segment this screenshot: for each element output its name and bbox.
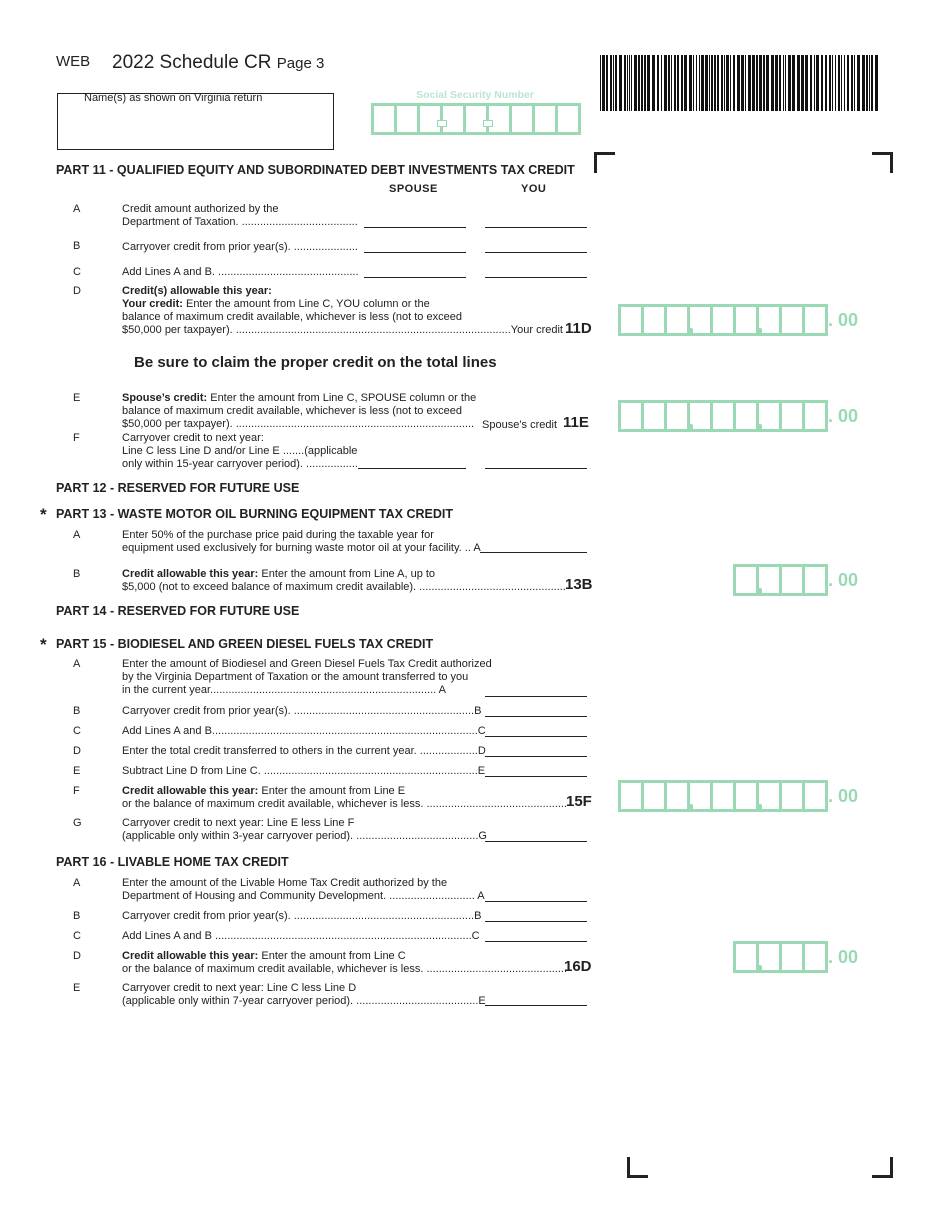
barcode-bar	[763, 55, 765, 111]
amount-digit[interactable]	[782, 307, 805, 333]
amount-digit[interactable]	[759, 567, 782, 593]
line-11b-spouse-field[interactable]	[364, 252, 466, 253]
line-text: Enter the amount of the Livable Home Tax Credit authorized by the	[122, 877, 448, 889]
barcode-bar	[627, 55, 628, 111]
barcode-bar	[730, 55, 731, 111]
line-bold-text: Credit allowable this year:	[122, 785, 259, 797]
line-letter: D	[73, 745, 81, 757]
line-text: Department of Taxation. ......................................	[122, 216, 358, 228]
line-letter: C	[73, 266, 81, 278]
line-15b-label: Carryover credit from prior year(s). ...........................................................B	[122, 705, 482, 717]
amount-digit[interactable]	[736, 307, 759, 333]
barcode-bar	[709, 55, 710, 111]
amount-digit[interactable]	[713, 783, 736, 809]
barcode-bar	[644, 55, 646, 111]
barcode-bar	[668, 55, 670, 111]
line-text: equipment used exclusively for burning waste motor oil at your facility. .. A	[122, 542, 481, 554]
line-15e-label: Subtract Line D from Line C. ......................................................................E	[122, 765, 486, 777]
barcode-bar	[792, 55, 795, 111]
line-text: Credit amount authorized by the	[122, 203, 279, 215]
barcode-bar	[775, 55, 778, 111]
barcode-bar	[664, 55, 667, 111]
ssn-digit[interactable]	[466, 106, 489, 132]
ssn-digit[interactable]	[535, 106, 558, 132]
barcode-bar	[629, 55, 630, 111]
line-text: $5,000 (not to exceed balance of maximum credit available). ................................................	[122, 581, 566, 593]
line-15d-field[interactable]	[485, 756, 587, 757]
line-text	[122, 392, 476, 405]
line-11b-label: Carryover credit from prior year(s). .....................	[122, 241, 358, 253]
column-header-spouse: SPOUSE	[389, 183, 438, 195]
amount-digit[interactable]	[782, 783, 805, 809]
barcode-bar	[857, 55, 860, 111]
registration-mark	[594, 152, 615, 173]
line-letter: B	[73, 240, 81, 252]
amount-digit[interactable]	[667, 783, 690, 809]
barcode-bar	[638, 55, 640, 111]
line-text	[122, 568, 566, 581]
barcode-bar	[785, 55, 786, 111]
barcode-bar	[805, 55, 808, 111]
line-11a-spouse-field[interactable]	[364, 227, 466, 228]
line-16a-field[interactable]	[485, 901, 587, 902]
barcode-bar	[610, 55, 612, 111]
line-11f-spouse-field[interactable]	[358, 468, 466, 469]
barcode-bar	[838, 55, 840, 111]
line-text	[122, 950, 567, 963]
line-text-part: Enter the amount from Line C	[258, 950, 406, 962]
amount-digit[interactable]	[713, 307, 736, 333]
line-16d-label	[122, 950, 567, 976]
barcode-bar	[771, 55, 774, 111]
line-letter: D	[73, 285, 81, 297]
barcode-bar	[745, 55, 746, 111]
barcode-bar	[693, 55, 694, 111]
barcode-bar	[862, 55, 865, 111]
line-heading: Credit(s) allowable this year:	[122, 285, 272, 297]
ssn-digit[interactable]	[558, 106, 578, 132]
part-15-title: PART 15 - BIODIESEL AND GREEN DIESEL FUELS TAX CREDIT	[56, 637, 434, 651]
line-text	[122, 298, 563, 311]
name-field-label: Name(s) as shown on Virginia return	[84, 92, 263, 104]
amount-digit[interactable]	[690, 307, 713, 333]
barcode-bar	[825, 55, 827, 111]
barcode-bar	[634, 55, 637, 111]
line-15g-label	[122, 817, 487, 843]
ssn-label: Social Security Number	[416, 89, 534, 101]
line-bold-text: Your credit:	[122, 298, 183, 310]
barcode-bar	[619, 55, 622, 111]
line-15d-label: Enter the total credit transferred to others in the current year. ...................D	[122, 745, 486, 757]
line-number-11d: 11D	[565, 320, 592, 337]
barcode-bar	[821, 55, 823, 111]
amount-digit[interactable]	[667, 307, 690, 333]
line-text: (applicable only within 3-year carryover period). ........................................G	[122, 830, 487, 842]
barcode-bar	[741, 55, 744, 111]
line-text: Department of Housing and Community Development. ............................ A	[122, 890, 485, 902]
barcode-bar	[696, 55, 697, 111]
line-text: Carryover credit to next year: Line C less Line D	[122, 982, 357, 994]
barcode-bar	[737, 55, 740, 111]
barcode-bar	[835, 55, 836, 111]
amount-input-11e[interactable]	[618, 400, 828, 432]
line-16e-label	[122, 982, 486, 1008]
barcode-bar	[689, 55, 692, 111]
barcode-bar	[717, 55, 719, 111]
amount-input-11d[interactable]	[618, 304, 828, 336]
barcode-bar	[851, 55, 853, 111]
amount-digit[interactable]	[644, 403, 667, 429]
line-11c-you-field[interactable]	[485, 277, 587, 278]
barcode-bar	[779, 55, 781, 111]
cents-label: . 00	[828, 310, 859, 330]
line-letter: C	[73, 725, 81, 737]
barcode-bar	[797, 55, 800, 111]
amount-digit[interactable]	[621, 783, 644, 809]
line-11a-label	[122, 203, 358, 229]
barcode-bar	[602, 55, 605, 111]
amount-digit[interactable]	[621, 307, 644, 333]
line-number-13b: 13B	[565, 576, 593, 593]
amount-digit[interactable]	[759, 944, 782, 970]
amount-digit[interactable]	[644, 783, 667, 809]
line-text: Enter the amount of Biodiesel and Green Diesel Fuels Tax Credit authorized	[122, 658, 492, 670]
registration-mark	[872, 1157, 893, 1178]
amount-digit[interactable]	[782, 944, 805, 970]
line-16a-label	[122, 877, 485, 903]
form-code: WEB	[56, 53, 91, 70]
amount-digit[interactable]	[805, 567, 825, 593]
amount-digit[interactable]	[690, 783, 713, 809]
line-11c-label: Add Lines A and B. ..............................................	[122, 266, 359, 278]
line-letter: A	[73, 529, 81, 541]
amount-digit[interactable]	[805, 944, 825, 970]
barcode-bar	[875, 55, 878, 111]
barcode-bar	[810, 55, 812, 111]
cents-label: . 00	[828, 947, 859, 967]
line-letter: G	[73, 817, 82, 829]
barcode-bar	[871, 55, 873, 111]
line-15g-field[interactable]	[485, 841, 587, 842]
barcode-bar	[844, 55, 845, 111]
line-13a-label	[122, 529, 481, 555]
cents-label: . 00	[828, 786, 859, 806]
barcode-bar	[711, 55, 713, 111]
part-11-title: PART 11 - QUALIFIED EQUITY AND SUBORDINATED DEBT INVESTMENTS TAX CREDIT	[56, 163, 575, 177]
ssn-digit[interactable]	[489, 106, 512, 132]
amount-digit[interactable]	[644, 307, 667, 333]
line-11b-you-field[interactable]	[485, 252, 587, 253]
part-14-title: PART 14 - RESERVED FOR FUTURE USE	[56, 604, 300, 618]
line-letter: A	[73, 877, 81, 889]
line-16b-label: Carryover credit from prior year(s). ...........................................................B	[122, 910, 482, 922]
amount-digit[interactable]	[736, 783, 759, 809]
barcode-bar	[613, 55, 614, 111]
line-number-16d: 16D	[564, 958, 592, 975]
barcode-bar	[681, 55, 683, 111]
amount-input-13b[interactable]	[733, 564, 828, 596]
line-letter: E	[73, 982, 81, 994]
line-text: in the current year.......................................................................... A	[122, 684, 446, 696]
cents-label: . 00	[828, 406, 859, 426]
line-16c-field[interactable]	[485, 941, 587, 942]
barcode-bar	[766, 55, 769, 111]
column-header-you: YOU	[521, 183, 547, 195]
barcode-bar	[847, 55, 849, 111]
amount-digit[interactable]	[621, 403, 644, 429]
line-15e-field[interactable]	[485, 776, 587, 777]
barcode-bar	[748, 55, 751, 111]
line-text: $50,000 per taxpayer). ..............................................................................	[122, 418, 475, 430]
line-text: by the Virginia Department of Taxation or the amount transferred to you	[122, 671, 469, 683]
barcode-bar	[801, 55, 804, 111]
barcode-bar	[677, 55, 679, 111]
line-bold-text: Credit allowable this year:	[122, 950, 259, 962]
barcode-bar	[641, 55, 643, 111]
line-text: or the balance of maximum credit available, whichever is less. ..............................................	[122, 963, 568, 975]
spouse-credit-label: Spouse’s credit	[482, 419, 558, 431]
line-11c-spouse-field[interactable]	[364, 277, 466, 278]
line-letter: A	[73, 203, 81, 215]
barcode-bar	[814, 55, 815, 111]
barcode-bar	[606, 55, 608, 111]
ssn-digit[interactable]	[512, 106, 535, 132]
instruction-note: Be sure to claim the proper credit on the total lines	[134, 354, 497, 371]
line-13b-label	[122, 568, 566, 594]
page-number: Page 3	[276, 55, 325, 72]
line-15b-field[interactable]	[485, 716, 587, 717]
amount-digit[interactable]	[805, 307, 825, 333]
schedule-title: 2022 Schedule CR	[112, 52, 272, 73]
barcode-bar	[721, 55, 723, 111]
barcode-bar	[615, 55, 617, 111]
registration-mark	[627, 1157, 648, 1178]
barcode-bar	[699, 55, 700, 111]
line-16e-field[interactable]	[485, 1005, 587, 1006]
barcode-bar	[783, 55, 784, 111]
page-title	[112, 52, 324, 74]
asterisk-marker: *	[40, 635, 47, 654]
line-15f-label	[122, 785, 567, 811]
amount-digit[interactable]	[782, 403, 805, 429]
line-letter: B	[73, 705, 81, 717]
line-letter: E	[73, 392, 81, 404]
barcode-bar	[631, 55, 632, 111]
amount-digit[interactable]	[805, 403, 825, 429]
line-text: Carryover credit to next year:	[122, 432, 264, 444]
line-letter: B	[73, 910, 81, 922]
barcode-bar	[726, 55, 729, 111]
barcode-bar	[705, 55, 708, 111]
amount-input-16d[interactable]	[733, 941, 828, 973]
barcode-bar	[684, 55, 687, 111]
barcode-bar	[624, 55, 626, 111]
line-number-15f: 15F	[566, 793, 592, 810]
line-15a-label	[122, 658, 492, 697]
amount-digit[interactable]	[667, 403, 690, 429]
line-text: Enter 50% of the purchase price paid during the taxable year for	[122, 529, 434, 541]
line-text: $50,000 per taxpayer). ..........................................................................................Your credit	[122, 324, 563, 336]
amount-digit[interactable]	[759, 403, 782, 429]
line-text: Carryover credit to next year: Line E less Line F	[122, 817, 355, 829]
barcode-bar	[647, 55, 650, 111]
line-11e-label	[122, 392, 476, 431]
line-letter: B	[73, 568, 81, 580]
line-15a-field[interactable]	[485, 696, 587, 697]
ssn-digit[interactable]	[374, 106, 397, 132]
barcode-bar	[657, 55, 659, 111]
line-11f-you-field[interactable]	[485, 468, 587, 469]
barcode-bar	[724, 55, 725, 111]
barcode-bar	[829, 55, 831, 111]
barcode-image	[600, 55, 882, 111]
line-11a-you-field[interactable]	[485, 227, 587, 228]
line-number-11e: 11E	[563, 414, 589, 431]
line-16b-field[interactable]	[485, 921, 587, 922]
barcode-bar	[756, 55, 758, 111]
barcode-bar	[714, 55, 716, 111]
amount-digit[interactable]	[759, 783, 782, 809]
line-11d-label	[122, 285, 563, 337]
cents-label: . 00	[828, 570, 859, 590]
barcode-bar	[652, 55, 655, 111]
barcode-bar	[701, 55, 704, 111]
line-15c-field[interactable]	[485, 736, 587, 737]
part-16-title: PART 16 - LIVABLE HOME TAX CREDIT	[56, 855, 289, 869]
barcode-bar	[854, 55, 855, 111]
barcode-bar	[661, 55, 662, 111]
part-13-title: PART 13 - WASTE MOTOR OIL BURNING EQUIPMENT TAX CREDIT	[56, 507, 454, 521]
amount-input-15f[interactable]	[618, 780, 828, 812]
line-text-part: Enter the amount from Line A, up to	[258, 568, 436, 580]
amount-digit[interactable]	[713, 403, 736, 429]
ssn-digit[interactable]	[397, 106, 420, 132]
line-letter: E	[73, 765, 81, 777]
part-12-title: PART 12 - RESERVED FOR FUTURE USE	[56, 481, 300, 495]
barcode-bar	[841, 55, 842, 111]
line-bold-text: Credit allowable this year:	[122, 568, 259, 580]
line-text: Line C less Line D and/or Line E .......(applicable	[122, 445, 358, 457]
line-text-part: Enter the amount from Line C, YOU column or the	[182, 298, 430, 310]
ssn-digit[interactable]	[443, 106, 466, 132]
amount-digit[interactable]	[782, 567, 805, 593]
registration-mark	[872, 152, 893, 173]
line-letter: A	[73, 658, 81, 670]
line-letter: D	[73, 950, 81, 962]
line-13a-field[interactable]	[480, 552, 587, 553]
line-11f-label	[122, 432, 358, 471]
line-text-part: Enter the amount from Line E	[258, 785, 406, 797]
line-text: only within 15-year carryover period). .................	[122, 458, 358, 470]
line-text: balance of maximum credit available, whichever is less (not to exceed	[122, 311, 462, 323]
line-text: (applicable only within 7-year carryover period). ........................................E	[122, 995, 486, 1007]
line-text-part: Enter the amount from Line C, SPOUSE column or the	[207, 392, 477, 404]
amount-digit[interactable]	[736, 944, 759, 970]
barcode-bar	[733, 55, 735, 111]
barcode-bar	[788, 55, 791, 111]
barcode-bar	[674, 55, 676, 111]
line-16c-label: Add Lines A and B ....................................................................................C	[122, 930, 480, 942]
barcode-bar	[866, 55, 868, 111]
line-letter: F	[73, 432, 80, 444]
amount-digit[interactable]	[690, 403, 713, 429]
asterisk-marker: *	[40, 505, 47, 524]
amount-digit[interactable]	[736, 567, 759, 593]
amount-digit[interactable]	[805, 783, 825, 809]
line-text: balance of maximum credit available, whichever is less (not to exceed	[122, 405, 462, 417]
amount-digit[interactable]	[759, 307, 782, 333]
barcode-bar	[600, 55, 601, 111]
line-letter: C	[73, 930, 81, 942]
barcode-bar	[869, 55, 870, 111]
line-15c-label: Add Lines A and B.......................................................................................C	[122, 725, 486, 737]
line-letter: F	[73, 785, 80, 797]
barcode-bar	[816, 55, 819, 111]
line-text: or the balance of maximum credit available, whichever is less. ..............................................	[122, 798, 568, 810]
line-text	[122, 785, 567, 798]
barcode-bar	[671, 55, 672, 111]
ssn-input[interactable]	[371, 103, 581, 135]
barcode-bar	[832, 55, 833, 111]
ssn-digit[interactable]	[420, 106, 443, 132]
amount-digit[interactable]	[736, 403, 759, 429]
line-bold-text: Spouse’s credit:	[122, 392, 208, 404]
barcode-bar	[759, 55, 762, 111]
barcode-bar	[752, 55, 755, 111]
